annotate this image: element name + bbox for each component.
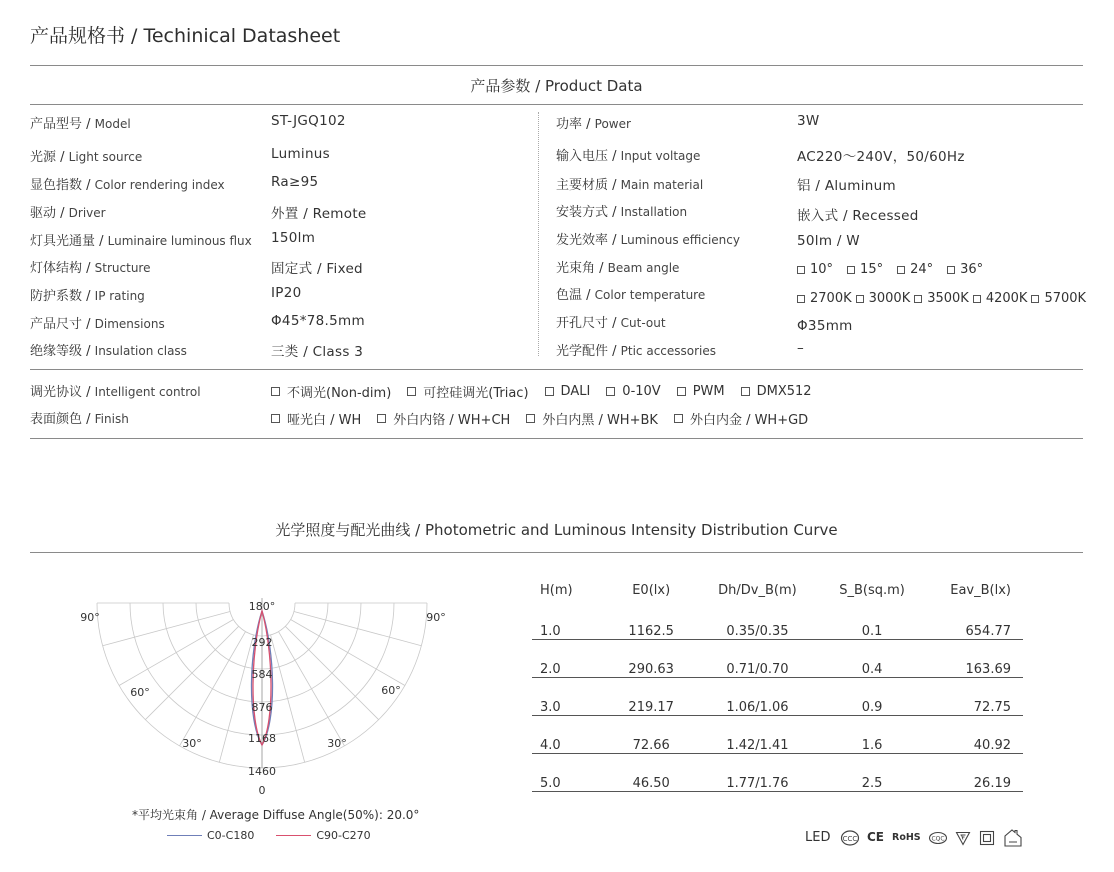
angle-label-60-left: 60° [130,686,150,699]
angle-label-30-right: 30° [327,737,347,750]
label-cn: 调光协议 / [30,385,95,400]
table-cell: 72.66 [632,738,670,753]
label-cn: 开孔尺寸 / [556,316,621,331]
option-label: 5700K [1044,291,1087,306]
label-cn: 输入电压 / [556,149,621,164]
angle-label-90-right: 90° [426,611,446,624]
checkbox-icon [674,414,683,423]
polar-spoke [180,632,246,746]
angle-label-180: 180° [248,600,276,613]
column-divider [538,112,539,356]
section-title-product-data: 产品参数 / Product Data [470,77,643,95]
control-option[interactable] [606,382,660,401]
polar-spoke [119,620,233,686]
label-en: IP rating [94,289,145,303]
label-cn: 表面颜色 / [30,412,95,427]
ce-mark: CE [867,830,885,844]
label-cn: 光源 / [30,150,69,165]
table-cell: 654.77 [965,624,1011,639]
page-title: 产品规格书 / Techinical Datasheet [30,25,341,47]
checkbox-icon [1031,295,1039,303]
color-temp-options [797,291,1090,306]
checkbox-icon [377,414,386,423]
finish-option[interactable] [377,409,510,428]
divider [30,369,1083,370]
label-cn: 显色指数 / [30,178,95,193]
label-cn: 功率 / [556,117,595,132]
control-options [271,382,828,401]
option-label: DALI [560,384,591,399]
legend-label-c90: C90-C270 [316,829,371,842]
spec-label [556,229,740,248]
control-option[interactable] [271,382,391,401]
table-cell: 4.0 [540,738,561,753]
spec-label [556,340,716,359]
checkbox-icon [271,387,280,396]
class-ii-icon [979,830,995,846]
spec-value: 嵌入式 / Recessed [797,208,919,224]
table-body [532,602,1023,792]
checkbox-icon [741,387,750,396]
label-cn: 安装方式 / [556,205,621,220]
table-cell: 1.0 [540,624,561,639]
option-label: 0-10V [622,384,661,399]
option-label: 15° [860,262,884,277]
spec-value: AC220～240V，50/60Hz [797,149,965,165]
spec-label [30,285,145,304]
spec-value: 外置 / Remote [271,206,367,222]
checkbox-icon [271,414,280,423]
spec-value: Φ35mm [797,318,853,334]
color-temp-option[interactable] [1031,291,1086,306]
polar-spoke [291,620,405,686]
legend-label-c0: C0-C180 [207,829,255,842]
polar-legend [167,829,371,842]
table-row [532,754,1023,792]
table-cell: 0.71/0.70 [726,662,789,677]
option-label: 外白内黑 / WH+BK [542,413,658,428]
table-cell: 2.0 [540,662,561,677]
spec-value: – [797,340,805,356]
option-label: 24° [910,262,934,277]
triangle-f-icon [955,831,971,846]
label-en: Light source [68,150,143,164]
beam-angle-option[interactable] [897,262,933,277]
finish-label [30,408,129,427]
label-en: Color temperature [594,288,706,302]
spec-label [30,146,142,165]
checkbox-icon [797,295,805,303]
spec-value: 150lm [271,230,316,246]
label-en: Intelligent control [94,385,201,399]
table-row [532,678,1023,716]
option-label: 4200K [985,291,1028,306]
spec-value: 三类 / Class 3 [271,344,364,360]
label-cn: 灯体结构 / [30,261,95,276]
label-en: Beam angle [607,261,680,275]
column-header: Dh/Dv_B(m) [718,582,797,598]
polar-spoke [145,626,238,719]
radial-label: 292 [251,636,273,649]
spec-value: ST-JGQ102 [271,113,346,129]
control-option[interactable] [677,382,725,401]
label-cn: 产品尺寸 / [30,317,95,332]
label-en: Finish [94,412,129,426]
spec-label [556,145,700,164]
option-label: 外白内铬 / WH+CH [393,413,511,428]
table-cell: 2.5 [861,776,883,791]
table-row [532,602,1023,640]
angle-label-0: 0 [258,784,266,797]
color-temp-option[interactable] [973,291,1028,306]
angle-label-90-left: 90° [80,611,100,624]
label-cn: 绝缘等级 / [30,344,95,359]
option-label: 哑光白 / WH [287,413,362,428]
label-cn: 产品型号 / [30,117,95,132]
option-label: PWM [692,384,725,399]
option-label: 可控硅调光(Triac) [423,386,529,401]
table-cell: 0.9 [861,700,883,715]
label-en: Color rendering index [94,178,225,192]
finish-option[interactable] [674,409,808,428]
table-cell: 72.75 [973,700,1011,715]
label-en: Structure [94,261,151,275]
table-cell: 1.6 [861,738,883,753]
led-mark: LED [805,830,831,845]
label-en: Model [94,117,131,131]
polar-spoke [279,632,345,746]
spec-label [30,113,131,132]
label-en: Power [594,117,631,131]
spec-label [556,284,705,303]
angle-label-60-right: 60° [381,684,401,697]
table-cell: 1.77/1.76 [726,776,789,791]
color-temp-option[interactable] [797,291,852,306]
checkbox-icon [914,295,922,303]
label-en: Dimensions [94,317,165,331]
label-en: Luminaire luminous flux [107,234,252,248]
polar-spoke [294,612,422,646]
option-label: 10° [810,262,834,277]
checkbox-icon [897,266,905,274]
spec-value: 3W [797,113,820,129]
table-cell: 1.06/1.06 [726,700,789,715]
option-label: 3000K [868,291,911,306]
table-cell: 0.1 [861,624,883,639]
option-label: 不调光(Non-dim) [287,386,392,401]
spec-label [30,230,252,249]
cqc-icon [928,831,948,845]
label-cn: 灯具光通量 / [30,234,108,249]
spec-label [556,113,631,132]
spec-label [30,313,165,332]
label-cn: 防护系数 / [30,289,95,304]
option-label: 2700K [810,291,852,306]
option-label: 外白内金 / WH+GD [689,413,809,428]
rohs-mark: RoHS [892,832,921,843]
column-header: H(m) [540,582,573,598]
spec-label [556,201,687,220]
angle-label-30-left: 30° [182,737,202,750]
control-option[interactable] [407,382,528,401]
table-cell: 163.69 [965,662,1011,677]
radial-label: 584 [251,668,273,681]
table-cell: 5.0 [540,776,561,791]
label-en: Input voltage [620,149,701,163]
label-en: Ptic accessories [620,344,717,358]
option-label: DMX512 [756,384,812,399]
control-option[interactable] [741,382,812,401]
label-cn: 主要材质 / [556,178,621,193]
spec-label [556,312,666,331]
table-cell: 1162.5 [628,624,674,639]
divider [30,65,1083,66]
label-cn: 光束角 / [556,261,608,276]
checkbox-icon [847,266,855,274]
spec-value: 铝 / Aluminum [797,178,896,194]
label-cn: 驱动 / [30,206,69,221]
color-temp-option[interactable] [856,291,911,306]
checkbox-icon [797,266,805,274]
checkbox-icon [973,295,981,303]
spec-label [30,340,187,359]
color-temp-option[interactable] [914,291,969,306]
finish-option[interactable] [271,409,361,428]
polar-distribution-curve [70,575,460,805]
checkbox-icon [526,414,535,423]
column-header: Eav_B(lx) [950,582,1011,598]
svg-text:CQC: CQC [931,835,945,843]
beam-angle-option[interactable] [947,262,983,277]
label-cn: 发光效率 / [556,233,621,248]
table-cell: 26.19 [973,776,1011,791]
table-row [532,716,1023,754]
spec-label [30,257,150,276]
checkbox-icon [856,295,864,303]
control-label [30,381,201,400]
polar-spoke [103,612,231,646]
finish-options [271,409,824,428]
divider [30,104,1083,105]
legend-line-c0 [167,835,202,836]
spec-label [556,174,703,193]
svg-text:CCC: CCC [842,835,858,843]
spec-label [556,257,679,276]
radial-label: 876 [251,701,273,714]
polar-spoke [285,626,378,719]
table-row [532,640,1023,678]
option-label: 3500K [927,291,969,306]
label-en: Cut-out [620,316,666,330]
label-en: Insulation class [94,344,187,358]
label-en: Driver [68,206,106,220]
ccc-icon [840,829,860,847]
label-cn: 色温 / [556,288,595,303]
checkbox-icon [606,387,615,396]
checkbox-icon [947,266,955,274]
checkbox-icon [407,387,416,396]
table-cell: 46.50 [632,776,670,791]
control-option[interactable] [545,382,591,401]
finish-option[interactable] [526,409,658,428]
legend-line-c90 [276,835,311,836]
table-cell: 1.42/1.41 [726,738,789,753]
column-header: E0(lx) [632,582,671,598]
house-icon [1003,828,1023,847]
divider [30,438,1083,439]
spec-value: IP20 [271,285,302,301]
table-cell: 219.17 [628,700,674,715]
column-header: S_B(sq.m) [839,582,905,598]
label-en: Main material [620,178,704,192]
beam-angle-options [797,262,993,277]
table-cell: 0.4 [861,662,883,677]
label-cn: 光学配件 / [556,344,621,359]
radial-label: 1168 [248,732,276,745]
section-title-photometric: 光学照度与配光曲线 / Photometric and Luminous Intensity Distribution Curve [275,521,838,539]
spec-label [30,174,225,193]
spec-value: Ra≥95 [271,174,319,190]
spec-value: Φ45*78.5mm [271,313,365,329]
radial-label: 1460 [248,765,276,778]
table-cell: 3.0 [540,700,561,715]
average-diffuse-angle-note: *平均光束角 / Average Diffuse Angle(50%): 20.0° [132,808,420,822]
table-cell: 290.63 [628,662,674,677]
beam-angle-option[interactable] [847,262,883,277]
spec-label [30,202,106,221]
label-en: Installation [620,205,688,219]
spec-value: Luminus [271,146,330,162]
option-label: 36° [960,262,984,277]
illuminance-table [532,578,1023,792]
spec-value: 固定式 / Fixed [271,261,363,277]
table-cell: 0.35/0.35 [726,624,789,639]
table-cell: 40.92 [973,738,1011,753]
checkbox-icon [545,387,554,396]
spec-value: 50lm / W [797,233,860,249]
table-header [532,578,1023,602]
beam-angle-option[interactable] [797,262,833,277]
divider [30,552,1083,553]
checkbox-icon [677,387,686,396]
label-en: Luminous efficiency [620,233,740,247]
